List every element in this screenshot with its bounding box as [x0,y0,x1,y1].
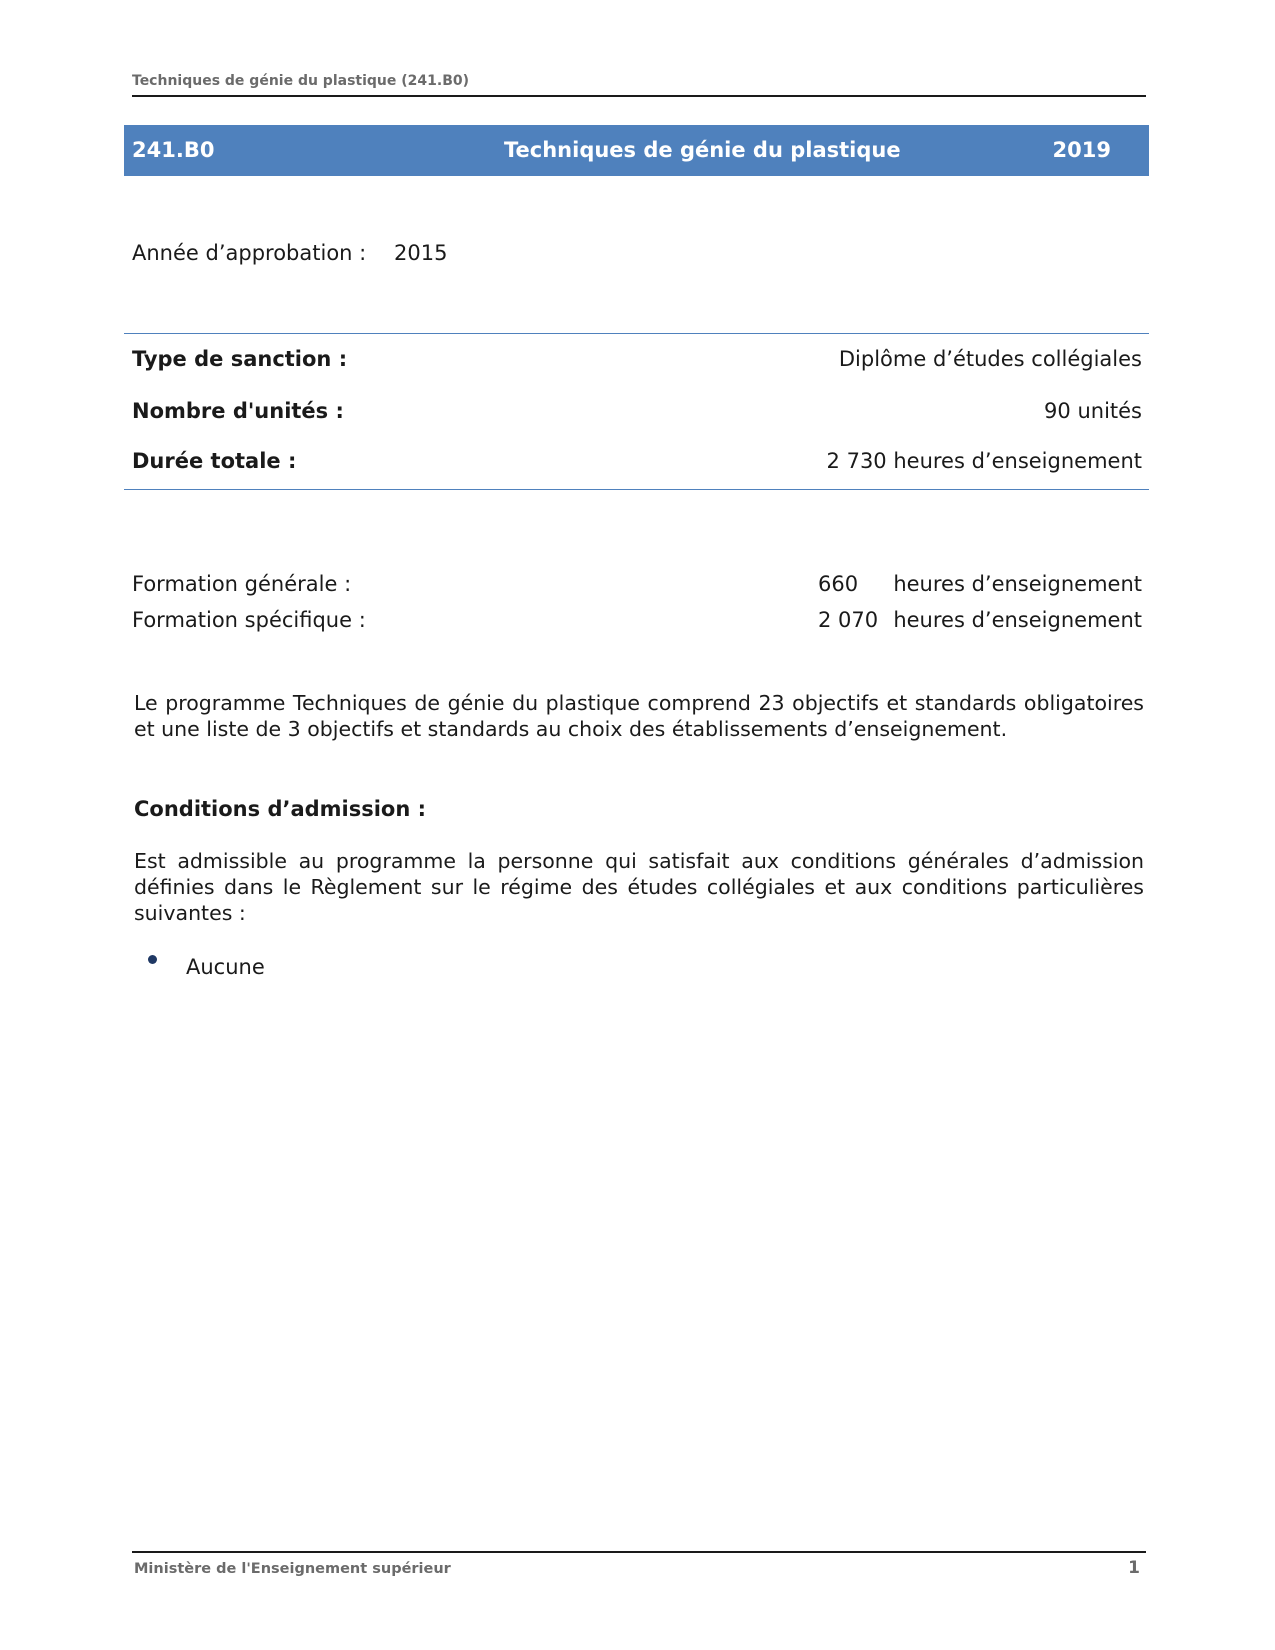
approval-value: 2015 [394,241,448,265]
footer-rule [132,1551,1146,1553]
spec-value-duration: 2 730 heures d’enseignement [826,449,1142,473]
admission-item: Aucune [186,955,265,979]
formation-specific-unit: heures d’enseignement [893,608,1142,632]
formation-specific-label: Formation spécifique : [132,608,366,632]
program-code: 241.B0 [132,138,215,162]
specs-top-rule [124,333,1149,334]
spec-value-units: 90 unités [1044,399,1142,423]
formation-general-hours: 660 [818,572,859,596]
admission-heading: Conditions d’admission : [134,797,427,821]
footer-ministry: Ministère de l'Enseignement supérieur [134,1561,451,1577]
formation-general-unit: heures d’enseignement [893,572,1142,596]
admission-description: Est admissible au programme la personne qui satisfait aux conditions générales d’admission définies dans le Règlement sur le régime des études collégiales et aux conditions particulières suivantes : [134,849,1144,925]
spec-label-units: Nombre d'unités : [132,399,344,423]
program-title: Techniques de génie du plastique [504,138,901,162]
formation-specific-hours: 2 070 [818,608,879,632]
running-header: Techniques de génie du plastique (241.B0) [132,73,470,89]
program-description: Le programme Techniques de génie du plastique comprend 23 objectifs et standards obligatoires et une liste de 3 objectifs et standards au choix des établissements d’enseignement. [134,691,1144,741]
page-number: 1 [1128,1558,1140,1578]
spec-label-sanction: Type de sanction : [132,347,348,371]
approval-label: Année d’approbation : [132,241,367,265]
header-rule [132,95,1146,97]
specs-bottom-rule [124,489,1149,490]
spec-label-duration: Durée totale : [132,449,297,473]
bullet-icon [148,955,157,964]
title-band [124,125,1149,176]
program-year: 2019 [1052,138,1111,162]
formation-general-label: Formation générale : [132,572,352,596]
spec-value-sanction: Diplôme d’études collégiales [838,347,1142,371]
